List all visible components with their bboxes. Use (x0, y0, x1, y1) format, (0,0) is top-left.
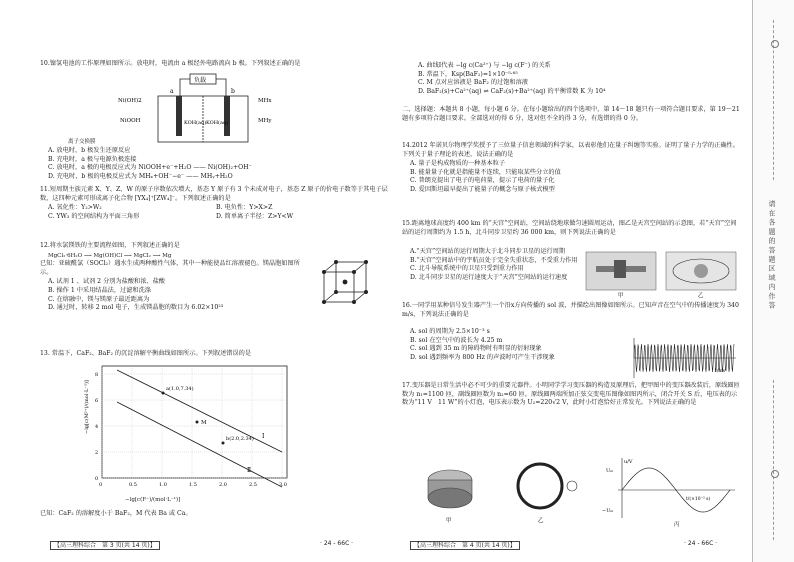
q14-option-b: B. 能量量子化就是指能量不连续，只能取某些分立的值 (410, 168, 561, 176)
q10-option-a: A. 放电时，b 极发生还原反应 (48, 147, 131, 154)
footer-right-page (410, 540, 520, 549)
q13-stem: 13. 常温下，CaF₂、BaF₂ 的沉淀溶解平衡曲线如图所示。下列叙述错误的是 (40, 350, 252, 357)
footer-right-code: · 24 - 66C · (684, 540, 718, 547)
pole-b: b (231, 88, 235, 95)
q17-stem: 17.变压器是日常生活中必不可少的重要元器件。小明同学学习变压器的构造及原理后，把甲图中的变压器改装后，原线圈匝数为 n₁=1100 匝，副线圈匝数为 n₂=60 匝，原线圈两端所加正弦交变电压图像如图丙所示，闭合开关 S 后，电压表的示数为“11 V 11 W”的小灯泡，电压表示数为 U₂=220√2 V，此时小灯泡恰好正常发光。下列说法正确的是 (402, 382, 740, 407)
y-tick-label: 0 (95, 476, 99, 482)
pole-a: a (170, 88, 174, 95)
q12-option-c: C. 在熔融中，镁与镁原子最近距离为 (48, 295, 150, 303)
x-tick-label: 1.5 (189, 482, 197, 488)
koh-left: KOH(aq) (184, 120, 207, 126)
x-tick-label: 0.5 (129, 482, 137, 488)
x-tick-label: 2.0 (219, 482, 227, 488)
question-11 (40, 186, 390, 221)
q12-option-b: B. 操作 1 中采用结晶法，过滤和洗涤 (48, 286, 151, 294)
q16-option-c: C. sol 遇到 35 m 的障碍物时有明显的衍射现象 (410, 345, 542, 353)
um-label: Uₘ (606, 468, 614, 474)
x-tick-label: 1.0 (159, 482, 167, 488)
question-10 (40, 60, 390, 70)
fig-jia: 甲 (446, 518, 452, 524)
wave-axis-label: 1/ms (714, 369, 725, 374)
crystal-cell-diagram (318, 256, 373, 311)
q11-option-c: C. YW₃ 的空间结构为平面三角形 (48, 212, 140, 220)
q13-option-c: C. M 点对应溶液是 BaF₂ 的过饱和溶液 (418, 79, 528, 87)
footer-left-page (50, 540, 160, 549)
solubility-chart (82, 362, 297, 494)
question-17 (402, 382, 742, 409)
right-page (402, 0, 742, 562)
footer-page-label: 【高三理科综合 第 3 页(共 14 页)】 (50, 541, 160, 550)
transformer-figures (410, 454, 740, 530)
point-b (222, 442, 225, 445)
toroid-core (518, 464, 562, 508)
mh-x-label: MHx (258, 98, 272, 104)
y-tick-label: 6 (95, 398, 99, 404)
q15-stem: 15.距离地球高度约 400 km 的“天宫”空间站，空间站绕地球做匀速圆周运动，图乙是天宫空间站的示意图，若“天宫”空间站的运行周期约为 1.5 h，北斗同步卫星约 36 000 km，则下列说法正确的是 (402, 220, 737, 236)
q15-option-b: B.“天宫”空间站中的宇航员处于完全失重状态，不受重力作用 (410, 256, 578, 264)
voltmeter-icon (567, 481, 577, 491)
point-b-label: b(2.0,2.34) (226, 436, 254, 442)
q11-stem: 11.短周期主族元素 X、Y、Z、W 的原子序数依次增大，基态 Y 原子有 3 个未成对电子，基态 Z 原子的价电子数等于其电子层数，这四种元素可形成离子化合物 [YX₄]⁺[ZW₄]⁻。下列叙述正确的是 (40, 186, 388, 202)
q14-option-a: A. 量子是构成物质的一种基本粒子 (410, 160, 506, 168)
footer-page-label-right: 【高三理科综合 第 4 页(共 14 页)】 (410, 541, 520, 550)
footer-left-code: · 24 - 66C · (320, 540, 354, 547)
ni-label: Ni(OH)2 (118, 98, 142, 104)
q16-option-b: B. sol 在空气中的波长为 4.25 m (410, 336, 503, 344)
q11-option-a: A. 氧化性：Y₂>W₂ (48, 204, 102, 212)
q13-option-a: A. 曲线Ⅰ代表 −lg c(Ca²⁺) 与 −lg c(F⁻) 的关系 (418, 62, 551, 69)
q12-flow: MgCl₂·6H₂O ⟶ Mg(OH)Cl ⟶ MgCl₂ ⟶ Mg (48, 252, 172, 259)
q10-option-c: C. 放电时，a 极的电极反应式为 NiOOH+e⁻+H₂O —— Ni(OH)₂+OH⁻ (48, 164, 252, 172)
q16-option-d: D. sol 遇到频率为 800 Hz 的声波时可产生干涉现象 (410, 353, 555, 361)
x-tick-label: 2.5 (249, 482, 257, 488)
fig-label-yi: 乙 (698, 293, 704, 298)
niooh-label: NiOOH (120, 118, 141, 124)
q12-note: 已知：亚硫酰氯（SOCl₂）遇水生成两种酸性气体，其中一种能使品红溶液褪色。镁晶胞如图所示。 (40, 260, 300, 276)
q14-stem: 14.2012 年诺贝尔物理学奖授予了三位量子信息领域的科学家，以表彰他们在量子纠缠等实验。证明了量子力学的正确性。下列关于量子理论的表述，说法正确的是 (402, 142, 739, 158)
sidebar-notice: 请 在 各 题 的 答 题 区 域 内 作 答 (768, 200, 776, 309)
q10-option-d: D. 充电时，b 极的电极反应式为 MHₓ+OH⁻−e⁻ —— MHᵧ+H₂O (48, 172, 233, 180)
question-13 (40, 350, 390, 360)
u-axis-label: u/V (624, 459, 633, 465)
q11-option-b: B. 电负性：Y>X>Z (216, 204, 273, 212)
battery-diagram (118, 72, 288, 144)
chart-ylabel: −lg[c(M²⁺)/(mol·L⁻¹)] (84, 380, 90, 434)
line-I-label: Ⅰ (262, 433, 265, 440)
point-m (196, 421, 199, 424)
mh-y-label: MHy (258, 118, 272, 124)
q13-options (410, 62, 750, 96)
y-tick-label: 8 (95, 372, 99, 378)
fig-label-jia: 甲 (618, 293, 624, 298)
question-12 (40, 242, 310, 313)
q13-note: 已知：CaF₂ 的溶解度小于 BaF₂，M 代表 Ba 或 Ca。 (40, 510, 192, 517)
q15-options (402, 248, 580, 282)
q14-option-c: C. 普朗克提出了电子的电荷量，提示了电荷的量子化 (410, 177, 555, 185)
t-axis-label: t/(×10⁻² s) (686, 497, 711, 502)
q15-option-a: A.“天宫”空间站的运行周期大于北斗同步卫星的运行周期 (410, 248, 566, 255)
q11-option-d: D. 简单离子半径：Z>Y<W (216, 212, 294, 220)
neg-um-label: −Uₘ (602, 508, 614, 514)
line-II-label: Ⅱ (247, 467, 252, 474)
question-15 (402, 220, 742, 238)
point-m-label: M (201, 420, 207, 426)
q16-stem: 16.一同学用某种信号发生器产生一个沿x方向传播的 sol 波，并描绘出图像如图所示。已知声音在空气中的传播速度为 340 m/s，下列说法正确的是 (402, 302, 739, 318)
q12-option-d: D. 通过时，转移 2 mol 电子，生成镁晶胞的数目为 6.02×10²³ (48, 304, 224, 312)
q13-option-b: B. 常温下，Ksp(BaF₂)=1×10⁻⁵·⁶⁵ (418, 70, 518, 78)
question-14 (402, 142, 742, 195)
fig-yi: 乙 (538, 518, 544, 524)
y-tick-label: 4 (95, 424, 99, 430)
point-a-label: a(1.0,7.34) (166, 386, 194, 392)
fig-bing: 丙 (674, 522, 680, 528)
q13-option-d: D. BaF₂(s)+Ca²⁺(aq) ⇌ CaF₂(s)+Ba²⁺(aq) 的平衡常数 K 为 10⁴ (418, 87, 606, 95)
section-2-header: 二、选择题：本题共 8 小题，每小题 6 分。在每小题给出的四个选项中，第 14～18 题只有一项符合题目要求，第 19～21 题有多项符合题目要求。全部选对的得 6 分，选对但不全的得 3 分，有选错的得 0 分。 (402, 106, 740, 122)
x-tick-label: 0 (99, 482, 103, 488)
q16-options (402, 328, 622, 362)
q15-option-d: D. 北斗同步卫星的运行速度大于“天宫”空间站的运行速度 (410, 273, 568, 281)
y-tick-label: 2 (95, 450, 99, 456)
x-tick-label: 3.0 (279, 482, 287, 488)
q10-options (40, 147, 390, 181)
q16-option-a: A. sol 的周期为 2.5×10⁻³ s (410, 328, 490, 335)
q10-option-b: B. 充电时，a 极与电源负极连接 (48, 155, 137, 163)
q10-stem: 10.镍氢电池的工作原理如图所示。放电时，电流由 a 极经外电路流向 b 极。下列叙述正确的是 (40, 60, 301, 67)
q12-option-a: A. 试剂 1 、试剂 2 分别为盐酸和浓、盐酸 (48, 278, 165, 286)
chart-xlabel: −lg[c(F⁻)/(mol·L⁻¹)] (125, 497, 181, 503)
q14-option-d: D. 爱因斯坦最早提出了能量子的概念与原子核式模型 (410, 185, 555, 193)
point-a (162, 392, 165, 395)
koh-right: KOH(aq) (206, 120, 229, 126)
q15-option-c: C. 北斗导航系统中的卫星只受到重力作用 (410, 265, 524, 273)
membrane-label: 离子交换膜 (68, 139, 96, 145)
q12-stem: 12.将水氯镁铁的主要流程如图，下列叙述正确的是 (40, 242, 180, 249)
question-16 (402, 302, 742, 320)
space-station-photos (584, 250, 739, 298)
sound-wave-graph (630, 336, 740, 380)
load-label: 负载 (194, 77, 207, 84)
answer-sidebar (752, 0, 794, 562)
